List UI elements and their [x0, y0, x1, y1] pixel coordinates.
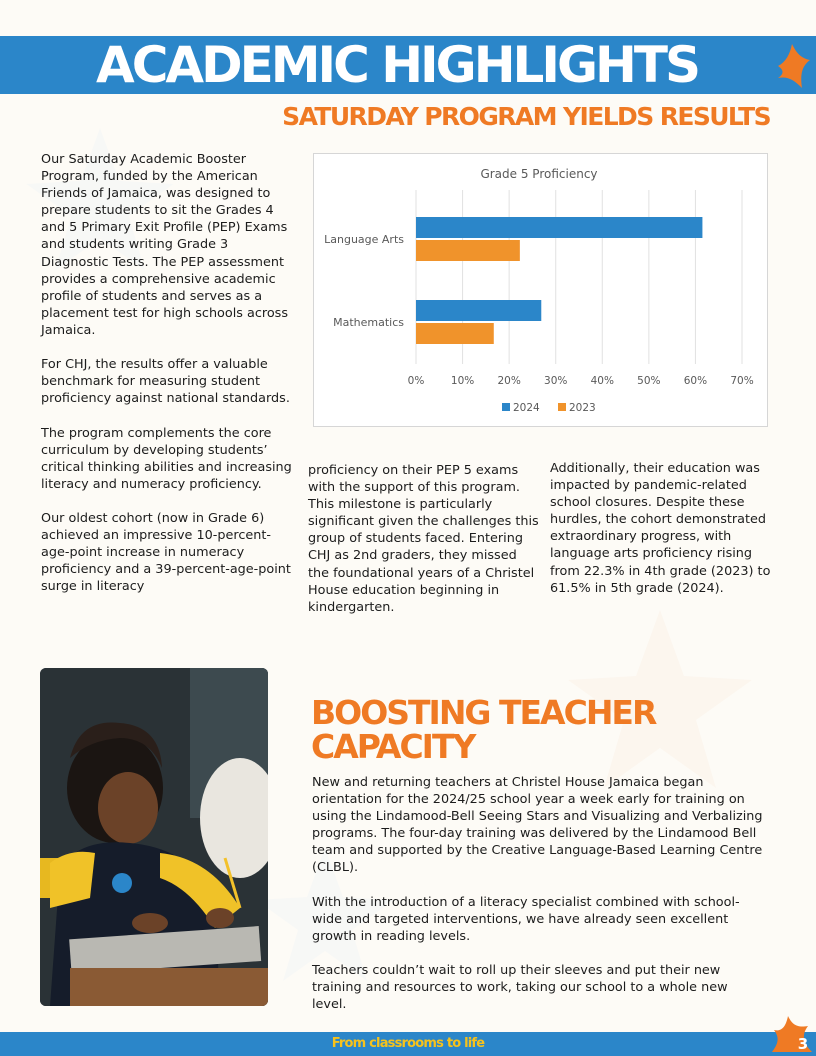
paragraph: Teachers couldn’t wait to roll up their sleeves and put their new training and resources to work, taking our school to a whole new level. [312, 963, 728, 1013]
paragraph: With the introduction of a literacy specialist combined with school-wide and targeted interventions, we have already seen excellent growth in reading levels. [312, 894, 740, 944]
legend-swatch-2023 [558, 403, 566, 411]
paragraph: Our Saturday Academic Booster Program, funded by the American Friends of Jamaica, was designed to prepare students to sit the Grades 4 and 5 Primary Exit Profile (PEP) Exams and students writing Grade 3 Diagnostic Tests. The PEP assessment provides a comprehensive academic profile of students and serves as a placement test for high schools across Jamaica. [41, 152, 289, 338]
bar-2024 [416, 217, 702, 238]
x-tick-label: 70% [730, 375, 754, 387]
x-tick-label: 20% [497, 375, 521, 387]
left-text-column [41, 151, 299, 595]
chart-legend [502, 402, 596, 414]
bar-2024 [416, 300, 541, 321]
paragraph: Our oldest cohort (now in Grade 6) achieved an impressive 10-percent-age-point increase in numeracy proficiency and a 39-percent-age-point surge in literacy [41, 510, 291, 595]
bar-2023 [416, 240, 520, 261]
category-label: Language Arts [324, 233, 404, 246]
proficiency-chart [313, 153, 768, 427]
footer-tagline: From classrooms to life [331, 1036, 485, 1051]
student-photo-illustration [40, 668, 268, 1006]
section-subtitle: SATURDAY PROGRAM YIELDS RESULTS [282, 102, 770, 131]
x-tick-label: 60% [683, 375, 708, 387]
chart-canvas [314, 154, 769, 428]
chart-title: Grade 5 Proficiency [480, 167, 598, 181]
paragraph: proficiency on their PEP 5 exams with the support of this program. This milestone is particularly significant given the challenges this group of students faced. Entering CHJ as 2nd graders, they missed the foundational years of a Christel House education beginning in kindergarten. [308, 463, 539, 615]
chart-bars [416, 217, 702, 344]
x-tick-label: 10% [450, 375, 475, 387]
page-number: 3 [797, 1035, 809, 1053]
legend-swatch-2024 [502, 403, 510, 411]
x-tick-label: 0% [407, 375, 425, 387]
right-text-column [550, 460, 776, 597]
x-tick-label: 40% [590, 375, 614, 387]
teacher-section-title: BOOSTING TEACHER CAPACITY [311, 693, 656, 766]
category-label: Mathematics [333, 316, 404, 329]
paragraph: Additionally, their education was impacted by pandemic-related school closures. Despite these hurdles, the cohort demonstrated extraordinary progress, with language arts proficiency rising from 22.3% in 4th grade (2023) to 61.5% in 5th grade (2024). [550, 461, 771, 596]
x-tick-label: 30% [544, 375, 568, 387]
paragraph: For CHJ, the results offer a valuable benchmark for measuring student proficiency against national standards. [41, 357, 290, 407]
student-writing-photo [40, 668, 268, 1006]
paragraph: The program complements the core curriculum by developing students’ critical thinking abilities and increasing literacy and numeracy proficiency. [41, 425, 292, 492]
orange-star-icon [772, 36, 816, 96]
chart-category-labels [324, 233, 404, 329]
teacher-section-text [312, 774, 764, 1013]
paragraph: New and returning teachers at Christel House Jamaica began orientation for the 2024/25 school year a week early for training on using the Lindamood-Bell Seeing Stars and Visualizing and Verbalizing programs. The four-day training was delivered by the Lindamood Bell team and supported by the Creative Language-Based Learning Centre (CLBL). [312, 775, 763, 876]
bar-2023 [416, 323, 494, 344]
legend-label-2024: 2024 [513, 402, 540, 414]
page-title: ACADEMIC HIGHLIGHTS [96, 36, 699, 94]
x-tick-label: 50% [637, 375, 661, 387]
middle-text-column [308, 462, 540, 616]
legend-label-2023: 2023 [569, 402, 596, 414]
chart-x-tick-labels [408, 375, 754, 387]
